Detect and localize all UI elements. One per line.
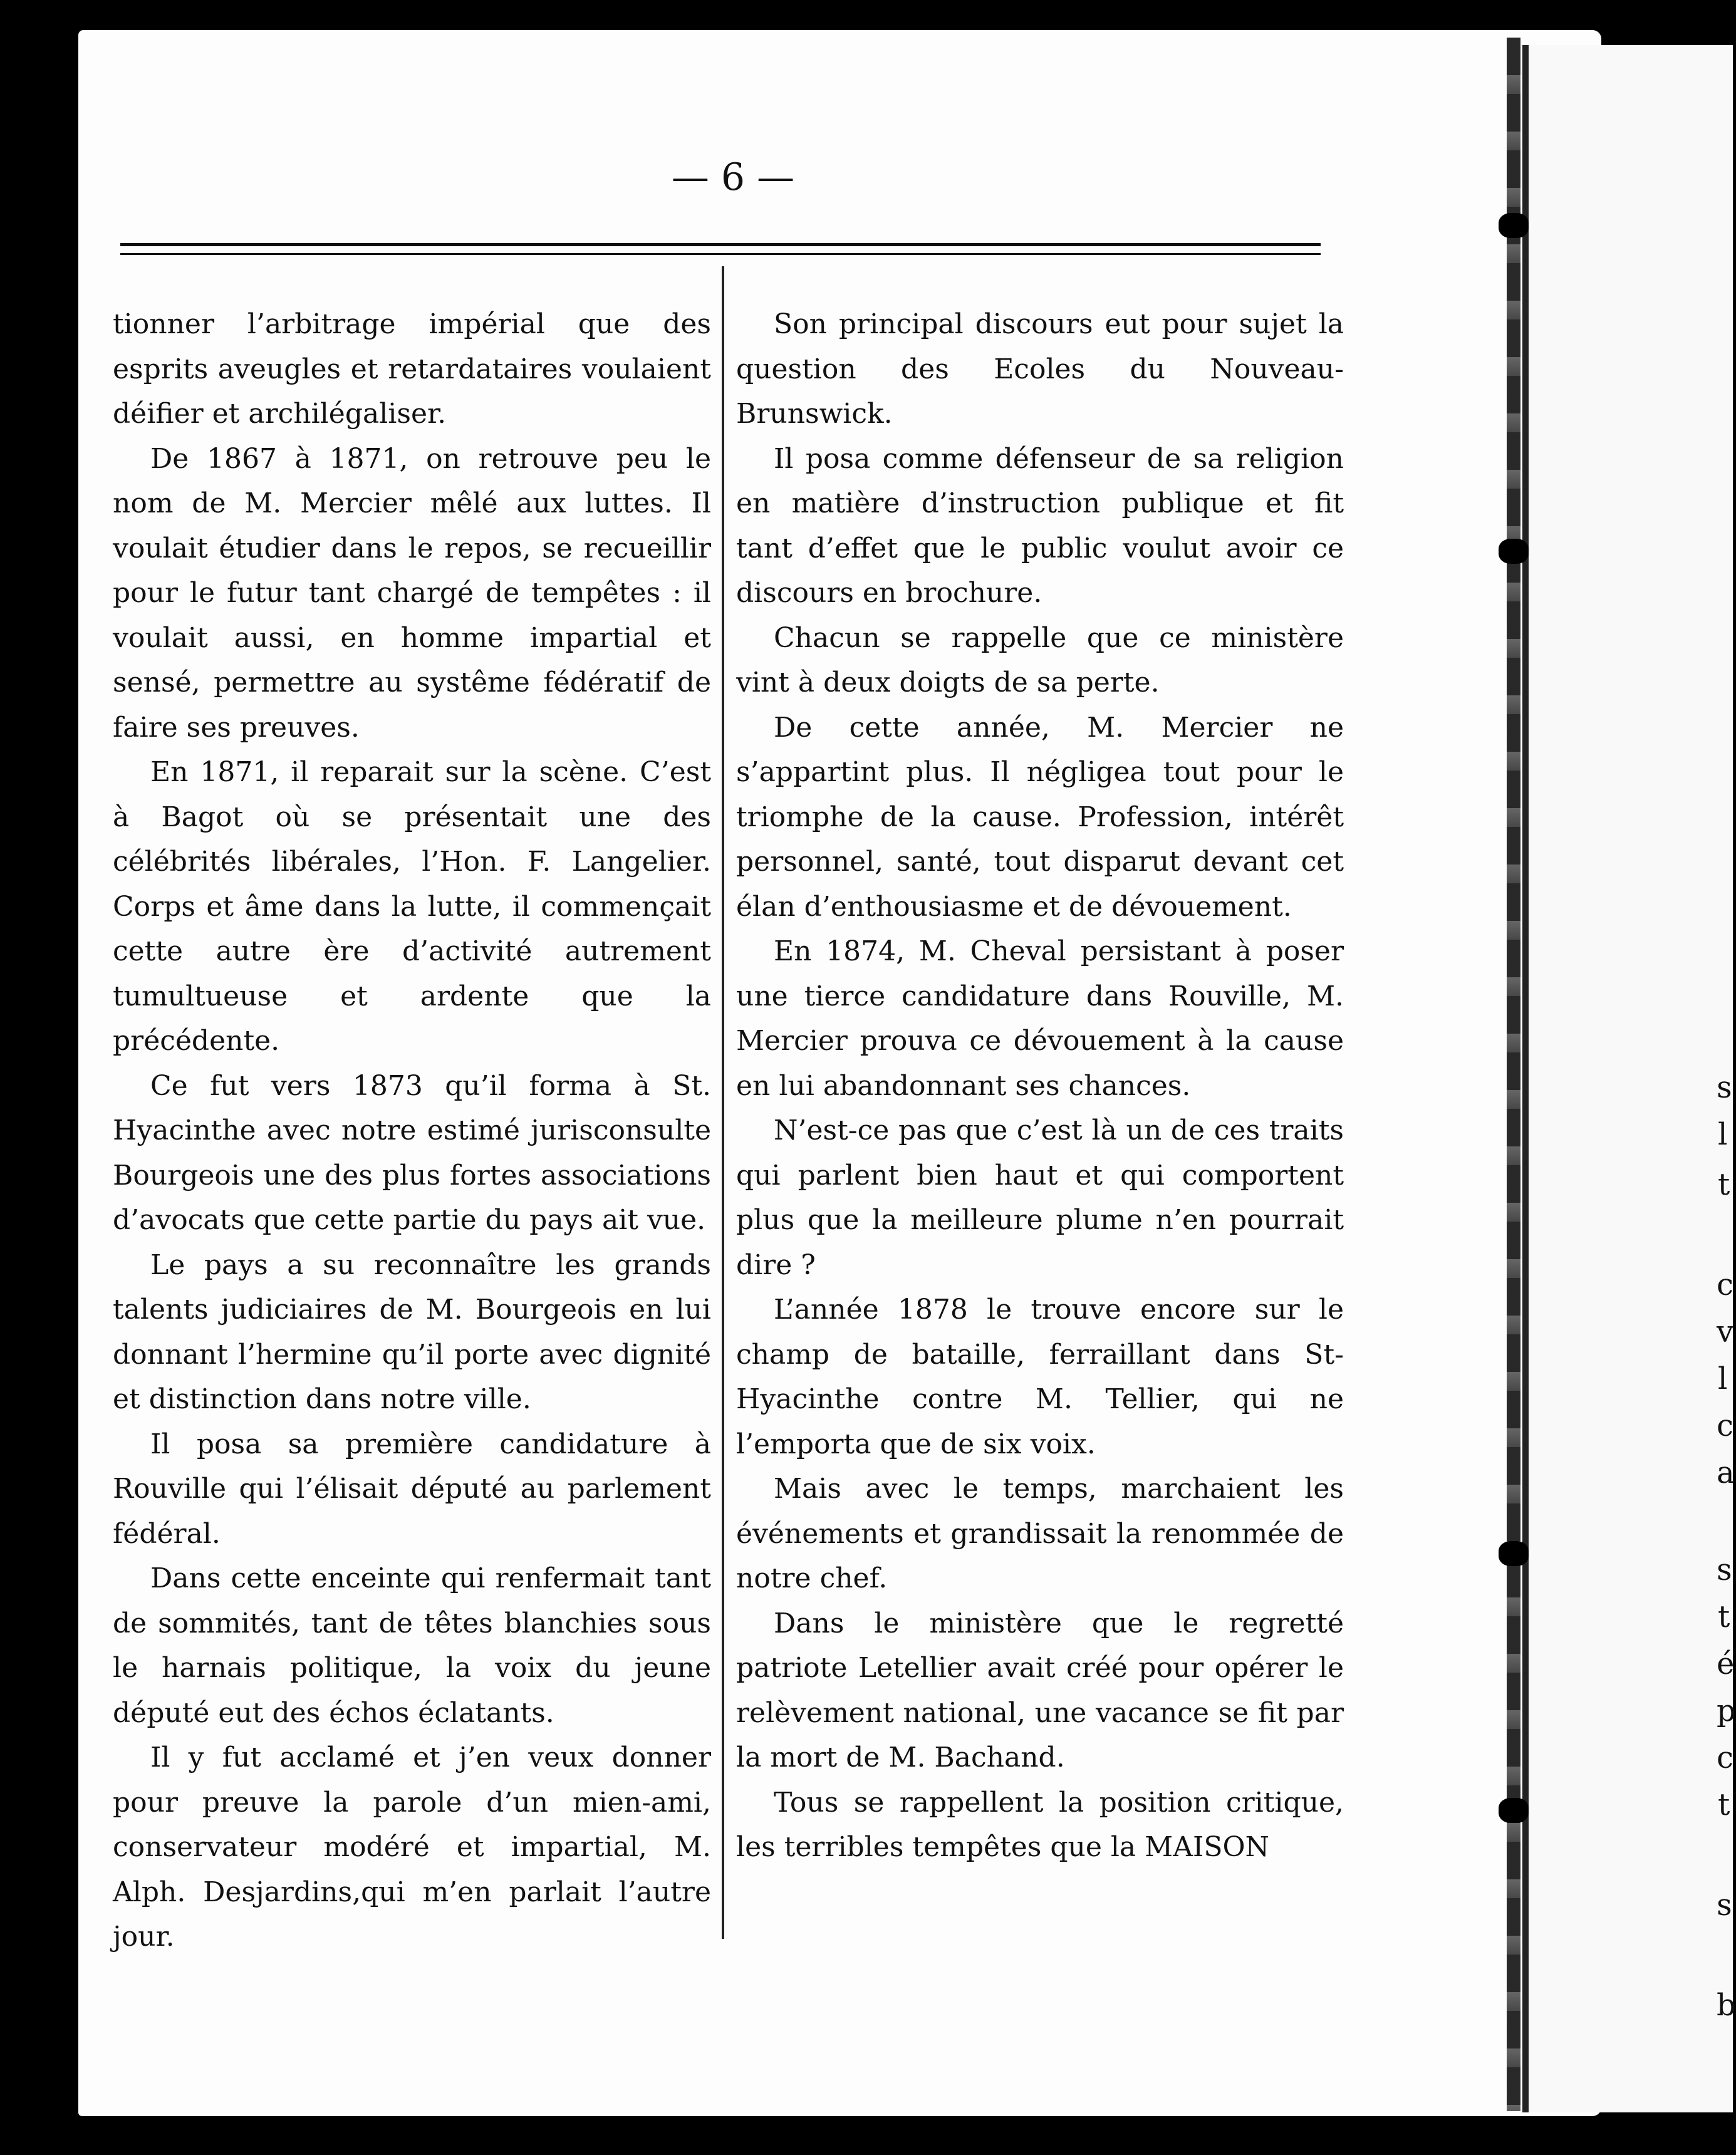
edge-letter: s	[1717, 1070, 1732, 1105]
edge-letter: s	[1717, 1888, 1732, 1923]
left-column	[113, 302, 711, 1960]
paragraph: Il posa sa première candidature à Rouville qui l’élisait député au parlement fédéral.	[113, 1428, 711, 1550]
edge-letter: b	[1717, 1988, 1736, 2023]
binding-stitch	[1499, 1798, 1529, 1823]
edge-letter: v	[1717, 1314, 1734, 1349]
paragraph: Le pays a su reconnaître les grands talents judiciaires de M. Bourgeois en lui donnant l’hermine qu’il porte avec dignité et distinction dans notre ville.	[113, 1249, 711, 1415]
paragraph: Chacun se rappelle que ce ministère vint à deux doigts de sa perte.	[736, 621, 1344, 698]
edge-letter: c	[1717, 1267, 1733, 1302]
right-column	[736, 302, 1344, 1870]
edge-letter: c	[1717, 1408, 1733, 1443]
paragraph: tionner l’arbitrage impérial que des esprits aveugles et retardataires voulaient déifier et archilégaliser.	[113, 308, 711, 430]
edge-letter: c	[1717, 1740, 1733, 1775]
edge-letter: s	[1717, 1552, 1732, 1587]
edge-letter: é	[1717, 1646, 1735, 1681]
edge-letter: a	[1717, 1455, 1735, 1490]
column-divider	[722, 266, 724, 1939]
paragraph: Ce fut vers 1873 qu’il forma à St. Hyacinthe avec notre estimé jurisconsulte Bourgeois une des plus fortes associations d’avocats que cette partie du pays ait vue.	[113, 1069, 711, 1236]
paragraph: De 1867 à 1871, on retrouve peu le nom de M. Mercier mêlé aux luttes. Il voulait étudier dans le repos, se recueillir pour le futur tant chargé de tempêtes : il voulait aussi, en homme impartial et sensé, permettre au systême fédératif de faire ses preuves.	[113, 442, 711, 744]
paragraph: En 1874, M. Cheval persistant à poser une tierce candidature dans Rouville, M. Mercier prouva ce dévouement à la cause en lui abandonnant ses chances.	[736, 935, 1344, 1102]
paragraph: De cette année, M. Mercier ne s’appartint plus. Il négligea tout pour le triomphe de la cause. Profession, intérêt personnel, santé, tout disparut devant cet élan d’enthousiasme et de dévouement.	[736, 711, 1344, 923]
paragraph: Il y fut acclamé et j’en veux donner pour preuve la parole d’un mien-ami, conservateur modéré et impartial, M. Alph. Desjardins,qui m’en parlait l’autre jour.	[113, 1742, 711, 1953]
paragraph: Dans cette enceinte qui renfermait tant de sommités, tant de têtes blanchies sous le harnais politique, la voix du jeune député eut des échos éclatants.	[113, 1562, 711, 1729]
paragraph: En 1871, il reparait sur la scène. C’est à Bagot où se présentait une des célébrités libérales, l’Hon. F. Langelier. Corps et âme dans la lutte, il commençait cette autre ère d’activité autrement tumultueuse et ardente que la précédente.	[113, 756, 711, 1057]
edge-letter: t	[1718, 1167, 1730, 1202]
edge-letter: l	[1718, 1361, 1728, 1396]
paragraph: N’est-ce pas que c’est là un de ces traits qui parlent bien haut et qui comportent plus que la meilleure plume n’en pourrait dire ?	[736, 1114, 1344, 1281]
edge-letter: l	[1718, 1117, 1728, 1152]
adjacent-page-edge	[1522, 45, 1736, 2112]
paragraph: Il posa comme défenseur de sa religion en matière d’instruction publique et fit tant d’effet que le public voulut avoir ce discours en brochure.	[736, 442, 1344, 609]
binding-stitch	[1499, 213, 1529, 238]
paragraph: Son principal discours eut pour sujet la question des Ecoles du Nouveau-Brunswick.	[736, 308, 1344, 430]
header-rule	[120, 253, 1321, 255]
edge-letter: t	[1718, 1787, 1730, 1822]
page-number: — 6 —	[671, 155, 795, 199]
header-rule	[120, 243, 1321, 246]
paragraph: Tous se rappellent la position critique, les terribles tempêtes que la MAISON	[736, 1786, 1344, 1863]
paragraph: Mais avec le temps, marchaient les événements et grandissait la renommée de notre chef.	[736, 1473, 1344, 1594]
binding-stitch	[1499, 539, 1529, 564]
paragraph: L’année 1878 le trouve encore sur le champ de bataille, ferraillant dans St-Hyacinthe contre M. Tellier, qui ne l’emporta que de six voix.	[736, 1294, 1344, 1460]
binding-stitch	[1499, 1541, 1529, 1566]
edge-letter: t	[1718, 1599, 1730, 1634]
paragraph: Dans le ministère que le regretté patriote Letellier avait créé pour opérer le relèvement national, une vacance se fit par la mort de M. Bachand.	[736, 1607, 1344, 1773]
edge-letter: p	[1717, 1693, 1736, 1728]
